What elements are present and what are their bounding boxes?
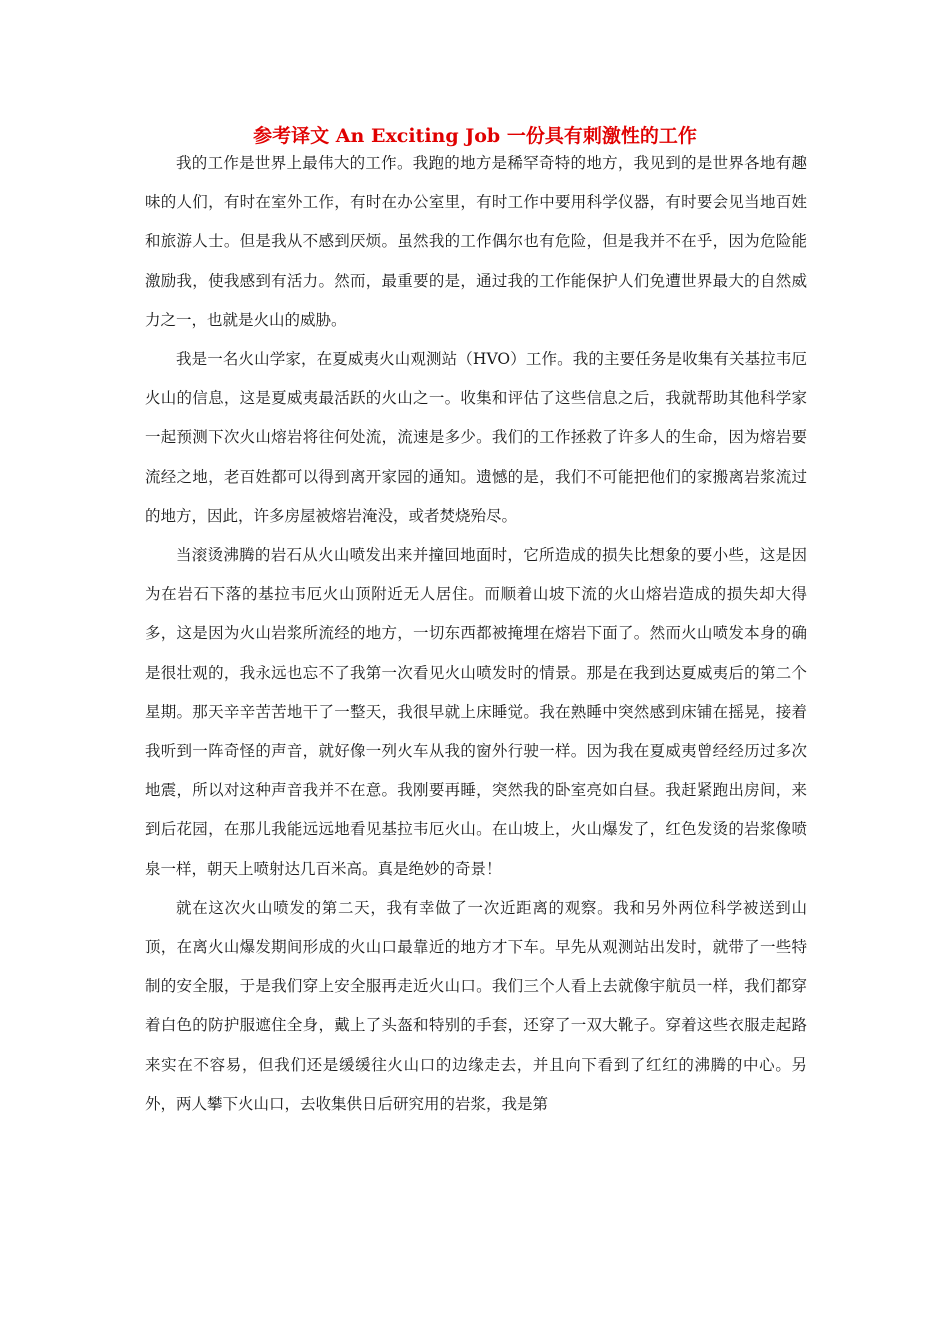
document-body — [145, 144, 807, 1124]
paragraph-3: 当滚烫沸腾的岩石从火山喷发出来并撞回地面时，它所造成的损失比想象的要小些，这是因为在岩石下落的基拉韦厄火山顶附近无人居住。而顺着山坡下流的火山熔岩造成的损失却大得多，这是因为火山岩浆所流经的地方，一切东西都被掩埋在熔岩下面了。然而火山喷发本身的确是很壮观的，我永远也忘不了我第一次看见火山喷发时的情景。那是在我到达夏威夷后的第二个星期。那天辛辛苦苦地干了一整天，我很早就上床睡觉。我在熟睡中突然感到床铺在摇晃，接着我听到一阵奇怪的声音，就好像一列火车从我的窗外行驶一样。因为我在夏威夷曾经经历过多次地震，所以对这种声音我并不在意。我刚要再睡，突然我的卧室亮如白昼。我赶紧跑出房间，来到后花园，在那儿我能远远地看见基拉韦厄火山。在山坡上，火山爆发了，红色发烫的岩浆像喷泉一样，朝天上喷射达几百米高。真是绝妙的奇景！ — [145, 546, 807, 878]
paragraph-4: 就在这次火山喷发的第二天，我有幸做了一次近距离的观察。我和另外两位科学被送到山顶，在离火山爆发期间形成的火山口最靠近的地方才下车。早先从观测站出发时，就带了一些特制的安全服，于是我们穿上安全服再走近火山口。我们三个人看上去就像宇航员一样，我们都穿着白色的防护服遮住全身，戴上了头盔和特别的手套，还穿了一双大靴子。穿着这些衣服走起路来实在不容易，但我们还是缓缓往火山口的边缘走去，并且向下看到了红红的沸腾的中心。另外，两人攀下火山口，去收集供日后研究用的岩浆，我是第 — [145, 898, 807, 1113]
paragraph-1: 我的工作是世界上最伟大的工作。我跑的地方是稀罕奇特的地方，我见到的是世界各地有趣味的人们，有时在室外工作，有时在办公室里，有时工作中要用科学仪器，有时要会见当地百姓和旅游人士。但是我从不感到厌烦。虽然我的工作偶尔也有危险，但是我并不在乎，因为危险能激励我，使我感到有活力。然而，最重要的是，通过我的工作能保护人们免遭世界最大的自然威力之一，也就是火山的威胁。 — [145, 154, 807, 329]
paragraph-2: 我是一名火山学家，在夏威夷火山观测站（HVO）工作。我的主要任务是收集有关基拉韦厄火山的信息，这是夏威夷最活跃的火山之一。收集和评估了这些信息之后，我就帮助其他科学家一起预测下次火山熔岩将往何处流，流速是多少。我们的工作拯救了许多人的生命，因为熔岩要流经之地，老百姓都可以得到离开家园的通知。遗憾的是，我们不可能把他们的家搬离岩浆流过的地方，因此，许多房屋被熔岩淹没，或者焚烧殆尽。 — [145, 350, 807, 525]
document-title: 参考译文 An Exciting Job 一份具有刺激性的工作 — [253, 125, 697, 147]
